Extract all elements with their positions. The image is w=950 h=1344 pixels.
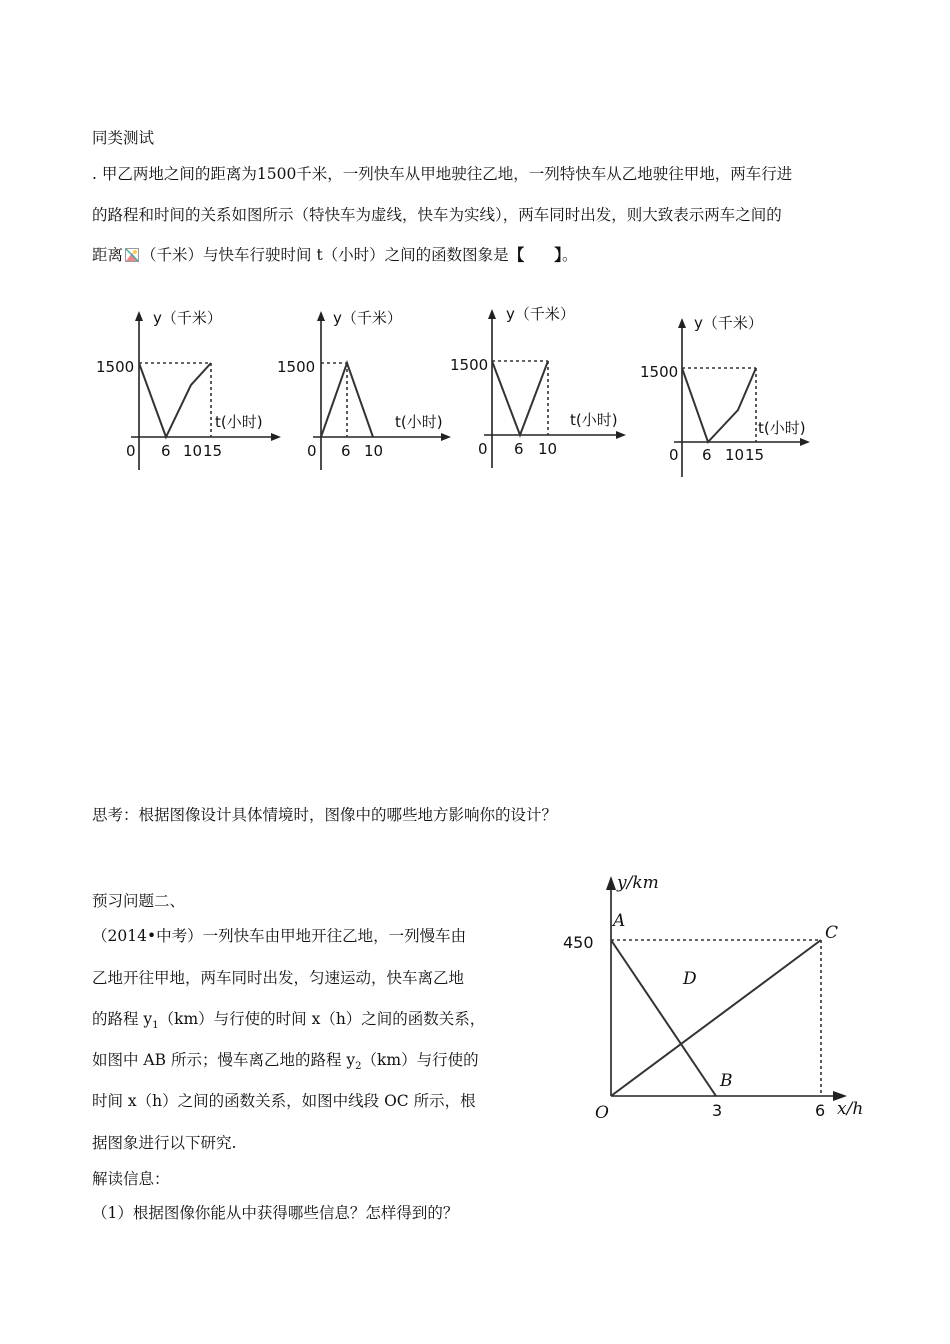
section-title-preview-2: 预习问题二、 bbox=[92, 892, 186, 910]
t-tick-10: 10 bbox=[183, 442, 203, 460]
problem-line-2: 乙地开往甲地，两车同时出发，匀速运动，快车离乙地 bbox=[92, 969, 465, 987]
x-tick-6: 6 bbox=[815, 1101, 826, 1120]
origin-label: 0 bbox=[307, 442, 317, 460]
t-tick-6: 6 bbox=[341, 442, 351, 460]
series-line-oc bbox=[611, 940, 821, 1096]
t-tick-6: 6 bbox=[514, 440, 524, 458]
point-label-a: A bbox=[613, 911, 626, 931]
read-info-heading: 解读信息： bbox=[92, 1170, 170, 1188]
t-tick-10: 10 bbox=[538, 440, 558, 458]
problem-line-3 bbox=[92, 1010, 485, 1032]
point-label-c: C bbox=[825, 923, 839, 943]
question-1: （1）根据图像你能从中获得哪些信息？怎样得到的？ bbox=[92, 1204, 459, 1222]
t-tick-15: 15 bbox=[203, 442, 223, 460]
y-axis-label: y（千米） bbox=[333, 309, 402, 327]
t-axis-label: t(小时) bbox=[215, 413, 263, 431]
option-graph-1 bbox=[95, 305, 275, 479]
t-axis-label: t(小时) bbox=[758, 419, 806, 437]
problem-line-5: 时间 x（h）之间的函数关系，如图中线段 OC 所示，根 bbox=[92, 1092, 476, 1110]
problem-line-3-end: （km）与行使的时间 x（h）之间的函数关系， bbox=[158, 1010, 486, 1028]
point-label-b: B bbox=[720, 1071, 733, 1091]
point-label-d: D bbox=[683, 969, 697, 989]
graph-3-line bbox=[492, 361, 548, 435]
t-tick-10: 10 bbox=[725, 446, 745, 464]
t-tick-15: 15 bbox=[745, 446, 765, 464]
y-tick-1500: 1500 bbox=[640, 363, 679, 381]
x-tick-3: 3 bbox=[712, 1101, 723, 1120]
t-tick-6: 6 bbox=[161, 442, 171, 460]
graph-1-line bbox=[139, 363, 211, 437]
question-line-3-end: 。 bbox=[561, 246, 578, 264]
origin-label: 0 bbox=[126, 442, 136, 460]
question-line-3-start: 距离 bbox=[92, 246, 124, 264]
option-graph-4 bbox=[638, 312, 818, 486]
t-axis-label: t(小时) bbox=[570, 411, 618, 429]
y-axis-label: y/km bbox=[617, 873, 659, 893]
problem-line-4-start: 如图中 AB 所示；慢车离乙地的路程 y bbox=[92, 1051, 356, 1069]
section-title-similar-test: 同类测试 bbox=[92, 129, 155, 147]
problem-line-4 bbox=[92, 1051, 479, 1073]
main-graph bbox=[555, 868, 885, 1132]
y-tick-1500: 1500 bbox=[450, 356, 489, 374]
think-question: 思考：根据图像设计具体情境时，图像中的哪些地方影响你的设计？ bbox=[92, 806, 558, 824]
origin-label: 0 bbox=[478, 440, 488, 458]
y-axis-label: y（千米） bbox=[694, 314, 763, 332]
y-tick-450: 450 bbox=[563, 933, 594, 952]
option-graph-3 bbox=[450, 303, 630, 477]
subscript-1: 1 bbox=[152, 1020, 159, 1032]
y-axis-label: y（千米） bbox=[153, 309, 222, 327]
x-axis-label: x/h bbox=[837, 1099, 864, 1119]
problem-line-1: （2014•中考）一列快车由甲地开往乙地，一列慢车由 bbox=[92, 927, 467, 945]
question-line-1: . 甲乙两地之间的距离为1500千米，一列快车从甲地驶往乙地，一列特快车从乙地驶往甲地，两车行进 bbox=[92, 165, 793, 183]
question-line-2: 的路程和时间的关系如图所示（特快车为虚线，快车为实线），两车同时出发，则大致表示两车之间的 bbox=[92, 206, 782, 224]
question-line-3-middle: （千米）与快车行驶时间 t（小时）之间的函数图象是 bbox=[141, 246, 509, 264]
option-graph-2 bbox=[275, 305, 455, 479]
origin-label: 0 bbox=[669, 446, 679, 464]
answer-bracket-close: 】 bbox=[554, 245, 562, 264]
problem-line-6: 据图象进行以下研究. bbox=[92, 1134, 237, 1152]
series-line-ab bbox=[611, 940, 716, 1096]
answer-bracket-open: 【 bbox=[508, 245, 525, 264]
y-axis-label: y（千米） bbox=[506, 305, 575, 323]
point-label-o: O bbox=[595, 1103, 609, 1123]
problem-line-3-start: 的路程 y bbox=[92, 1010, 153, 1028]
graph-4-line bbox=[682, 368, 756, 442]
problem-line-4-end: （km）与行使的 bbox=[361, 1051, 479, 1069]
y-tick-1500: 1500 bbox=[277, 358, 316, 376]
subscript-2: 2 bbox=[355, 1061, 362, 1073]
y-tick-1500: 1500 bbox=[96, 358, 135, 376]
question-line-3 bbox=[92, 246, 577, 265]
t-tick-6: 6 bbox=[702, 446, 712, 464]
t-tick-10: 10 bbox=[364, 442, 384, 460]
broken-image-icon bbox=[125, 248, 139, 262]
t-axis-label: t(小时) bbox=[395, 413, 443, 431]
